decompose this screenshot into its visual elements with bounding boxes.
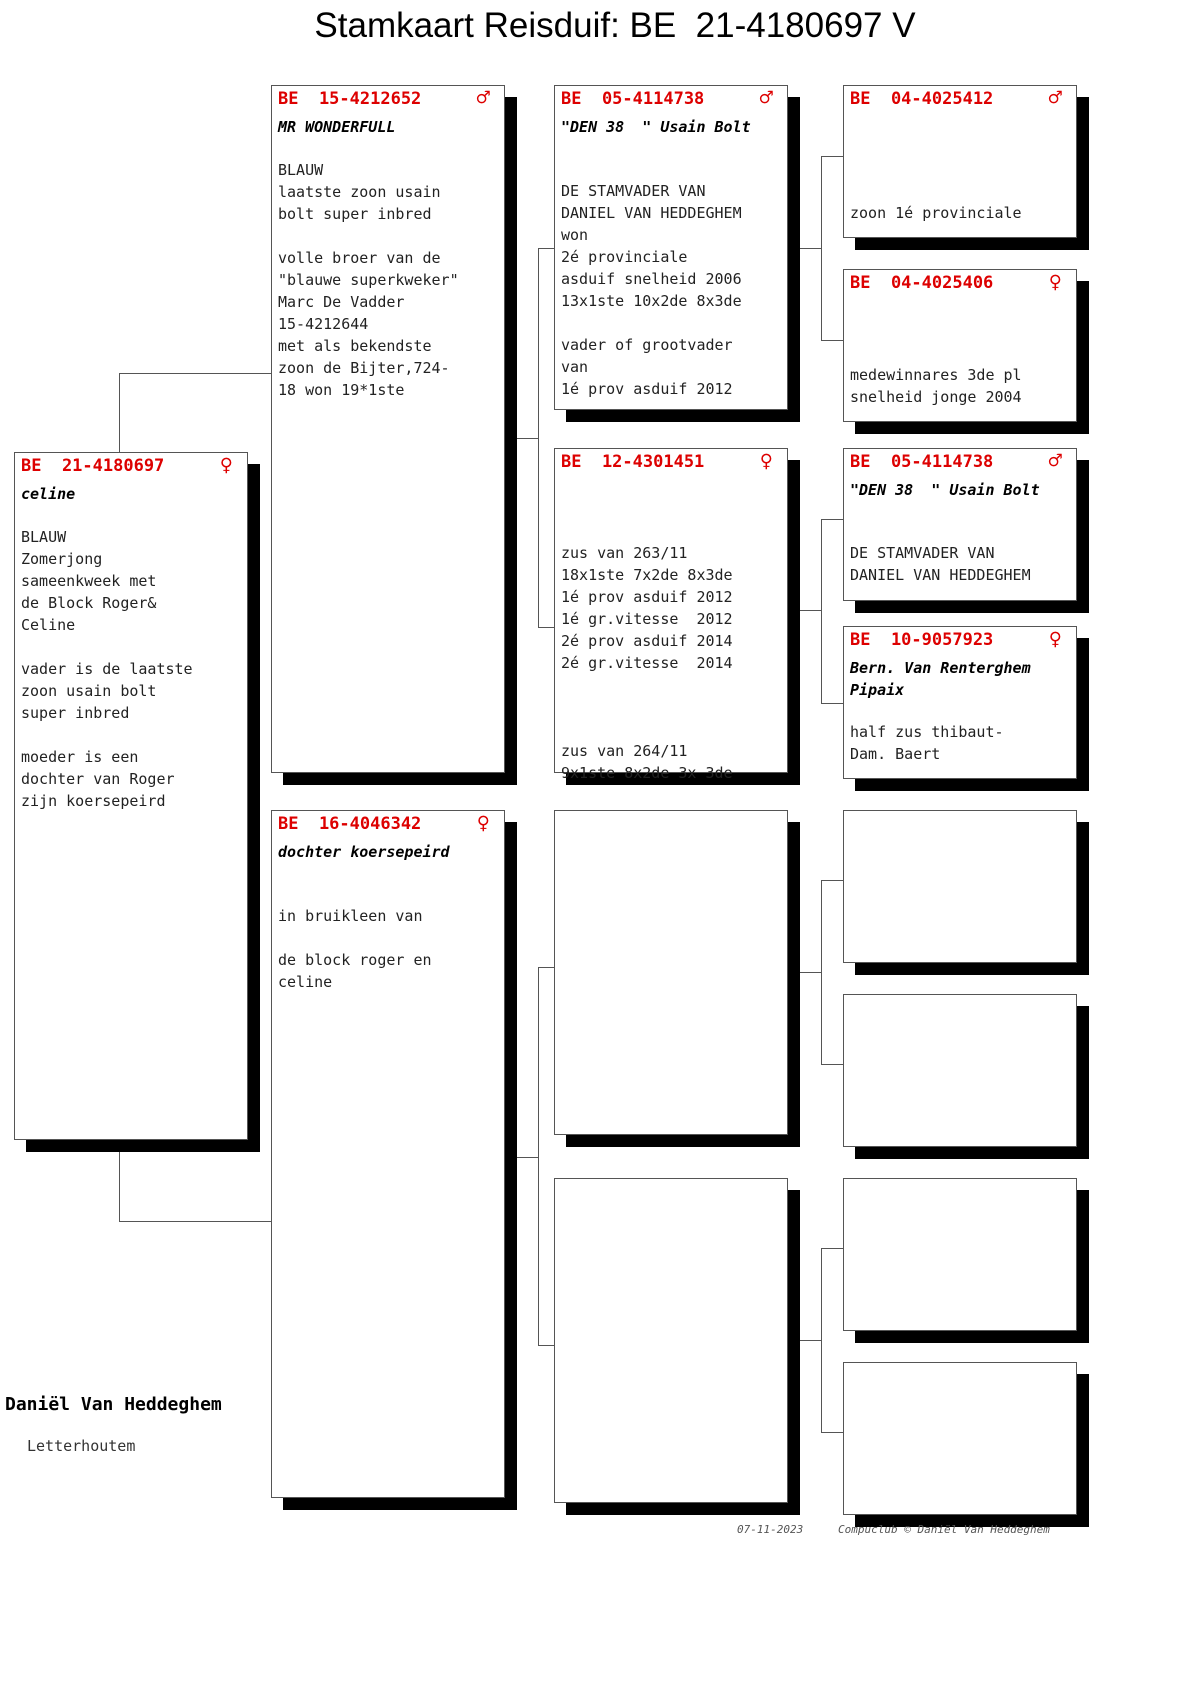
pigeon-notes: BLAUW Zomerjong sameenkweek met de Block Roger& Celine vader is de laatste zoon usain bolt super inbred moeder is een dochter van Roger zijn koersepeird [21,528,193,810]
male-icon: ♂ [1048,449,1062,474]
pigeon-card-empty [554,810,788,1135]
connector [538,967,555,968]
footer-copyright: Compuclub © Daniël Van Heddeghem [838,1523,1050,1536]
ring-number: BE 21-4180697 ♀ [21,453,233,478]
pigeon-name: Bern. Van Renterghem Pipaix [850,659,1031,699]
pigeon-card-paternal-grandmother [554,448,788,782]
pigeon-name: MR WONDERFULL [278,118,396,136]
ring-number: BE 12-4301451 ♀ [561,449,773,474]
connector [515,438,539,439]
connector [821,1248,844,1249]
female-icon: ♀ [1048,627,1062,652]
pigeon-name: dochter koersepeird [278,843,450,861]
pigeon-card-empty [554,1178,788,1503]
connector [821,156,822,341]
pigeon-card-paternal-grandfather [554,85,788,410]
owner-name: Daniël Van Heddeghem [5,1394,222,1415]
pigeon-card-empty [843,1178,1077,1331]
connector [538,248,555,249]
connector [797,1340,822,1341]
connector [119,373,120,455]
ring-number: BE 05-4114738 ♂ [850,449,1062,474]
pigeon-card-empty [843,994,1077,1147]
pigeon-card-great-grandfather-2 [843,448,1077,601]
female-icon: ♀ [1048,270,1062,295]
connector [119,373,272,374]
connector [821,519,822,704]
pigeon-notes: zus van 263/11 18x1ste 7x2de 8x3de 1é prov asduif 2012 1é gr.vitesse 2012 2é prov asduif 2014 2é gr.vitesse 2014 zus van 264/11 9x1ste 8x2de 3x 3de [561,544,733,782]
pigeon-notes: DE STAMVADER VAN DANIEL VAN HEDDEGHEM [850,544,1031,584]
pigeon-card-father [271,85,505,773]
female-icon: ♀ [476,811,490,836]
female-icon: ♀ [759,449,773,474]
connector [119,1150,120,1222]
connector [821,880,822,1065]
ring-number: BE 04-4025406 ♀ [850,270,1062,295]
pigeon-card-empty [843,1362,1077,1515]
pigeon-name: "DEN 38 " Usain Bolt [850,481,1040,499]
connector [821,519,844,520]
pigeon-name: celine [21,485,76,503]
connector [538,627,555,628]
male-icon: ♂ [759,86,773,111]
connector [515,1157,539,1158]
connector [821,880,844,881]
connector [538,248,539,628]
pigeon-card-great-grandmother-2 [843,626,1077,779]
ring-number: BE 04-4025412 ♂ [850,86,1062,111]
pigeon-notes: zoon 1é provinciale [850,204,1022,222]
connector [538,967,539,1346]
connector [821,1248,822,1433]
connector [797,610,822,611]
pigeon-notes: medewinnares 3de pl snelheid jonge 2004 [850,366,1022,406]
pigeon-notes: in bruikleen van de block roger en celine [278,907,432,991]
connector [797,248,822,249]
ring-number: BE 16-4046342 ♀ [278,811,490,836]
page-title: Stamkaart Reisduif: BE 21-4180697 V [314,6,916,45]
connector [797,972,822,973]
connector [119,1221,272,1222]
pigeon-notes: BLAUW laatste zoon usain bolt super inbred volle broer van de "blauwe superkweker" Marc De Vadder 15-4212644 met als bekendste zoon de Bijter,724- 18 won 19*1ste [278,161,459,399]
connector [821,1064,844,1065]
pigeon-card-mother [271,810,505,1498]
pigeon-card-empty [843,810,1077,963]
pigeon-notes: half zus thibaut- Dam. Baert [850,723,1004,763]
female-icon: ♀ [219,453,233,478]
footer-date: 07-11-2023 [737,1523,804,1536]
pigeon-card-great-grandfather-1 [843,85,1077,238]
ring-number: BE 05-4114738 ♂ [561,86,773,111]
connector [821,340,844,341]
connector [538,1345,555,1346]
ring-number: BE 10-9057923 ♀ [850,627,1062,652]
pigeon-notes: DE STAMVADER VAN DANIEL VAN HEDDEGHEM won 2é provinciale asduif snelheid 2006 13x1ste 10x2de 8x3de vader of grootvader van 1é prov asduif 2012 [561,182,742,398]
pigeon-card-subject [14,452,248,1140]
male-icon: ♂ [1048,86,1062,111]
pigeon-card-great-grandmother-1 [843,269,1077,422]
pigeon-name: "DEN 38 " Usain Bolt [561,118,751,136]
owner-location: Letterhoutem [27,1437,136,1455]
male-icon: ♂ [476,86,490,111]
ring-number: BE 15-4212652 ♂ [278,86,490,111]
connector [821,156,844,157]
connector [821,1432,844,1433]
connector [821,703,844,704]
